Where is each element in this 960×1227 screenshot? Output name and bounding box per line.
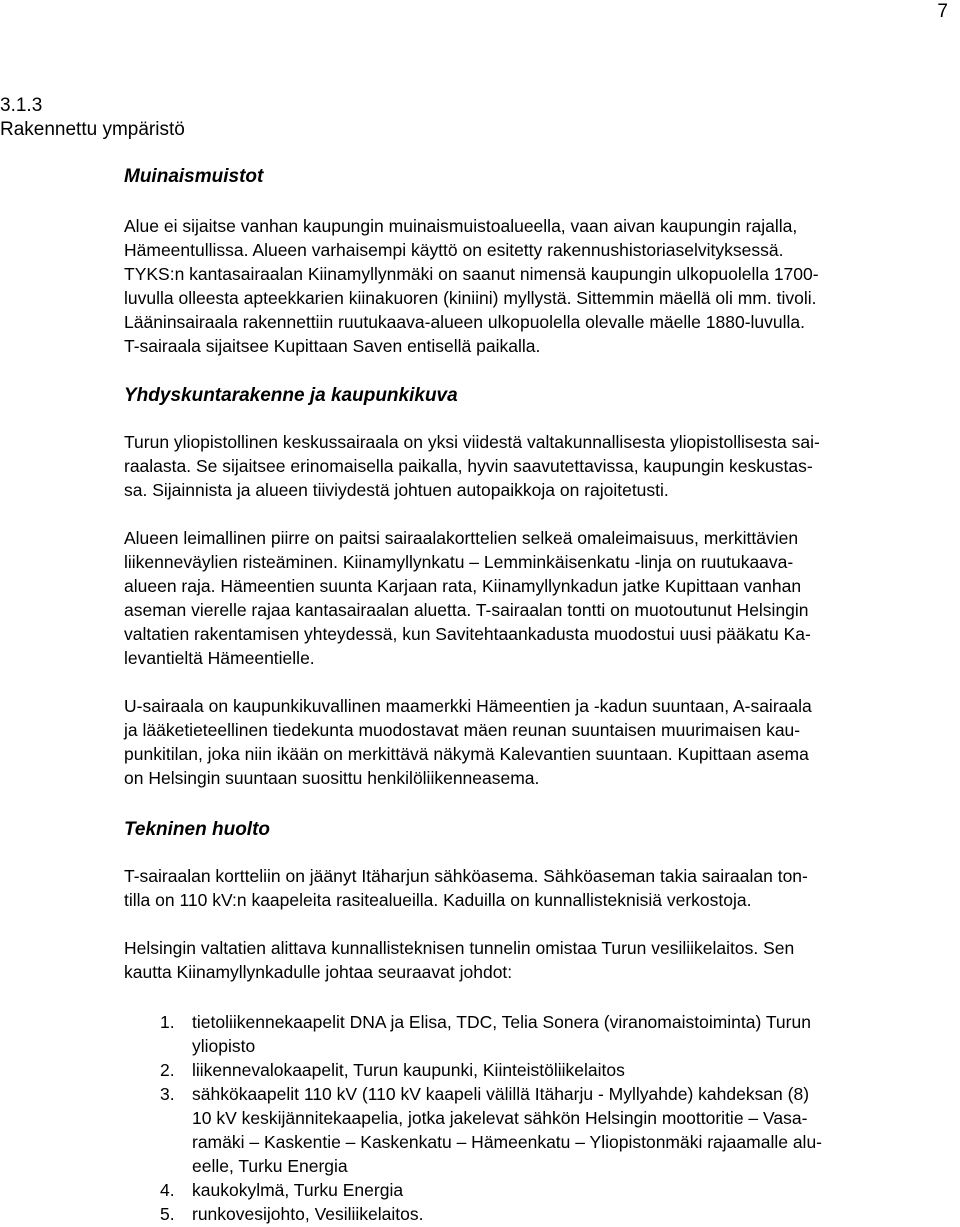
text-line: liikenneväylien risteäminen. Kiinamyllynkatu – Lemminkäisenkatu -linja on ruutukaava- [124, 552, 794, 572]
paragraph-sahkoasema [124, 864, 952, 912]
paragraph-leimallinen-piirre [124, 526, 952, 670]
text-line: Helsingin valtatien alittava kunnallisteknisen tunnelin omistaa Turun vesiliikelaitos. Sen [124, 938, 795, 958]
list-item-line: yliopisto [192, 1036, 256, 1056]
paragraph-muinaismuistot [124, 214, 952, 358]
text-line: T-sairaalan kortteliin on jäänyt Itäharjun sähköasema. Sähköaseman takia sairaalan ton- [124, 866, 808, 886]
list-item [124, 1010, 952, 1058]
text-line: levantieltä Hämeentielle. [124, 648, 315, 668]
list-item-line: 10 kV keskijännitekaapelia, jotka jakelevat sähkön Helsingin moottoritie – Vasa- [192, 1108, 808, 1128]
paragraph-maamerkki [124, 694, 952, 790]
text-line: Hämeentullissa. Alueen varhaisempi käyttö on esitetty rakennushistoriaselvityksessä. [124, 240, 784, 260]
text-line: tilla on 110 kV:n kaapeleita rasitealueilla. Kaduilla on kunnallisteknisiä verkostoja. [124, 890, 752, 910]
page-number: 7 [937, 1, 948, 22]
heading-yhdyskuntarakenne: Yhdyskuntarakenne ja kaupunkikuva [124, 385, 458, 406]
section-number: 3.1.3 [0, 95, 43, 116]
text-line: sa. Sijainnista ja alueen tiiviydestä johtuen autopaikkoja on rajoitetusti. [124, 480, 669, 500]
text-line: T-sairaala sijaitsee Kupittaan Saven entisellä paikalla. [124, 336, 541, 356]
text-line: kautta Kiinamyllynkadulle johtaa seuraavat johdot: [124, 962, 513, 982]
list-item-line: liikennevalokaapelit, Turun kaupunki, Kiinteistöliikelaitos [192, 1060, 625, 1080]
list-number: 2. [160, 1060, 175, 1080]
cable-list [124, 1010, 952, 1226]
text-line: raalasta. Se sijaitsee erinomaisella paikalla, hyvin saavutettavissa, kaupungin keskustas- [124, 456, 813, 476]
text-line: punkitilan, joka niin ikään on merkittävä näkymä Kalevantien suuntaan. Kupittaan asema [124, 744, 809, 764]
paragraph-tyks-intro [124, 430, 952, 502]
text-line: U-sairaala on kaupunkikuvallinen maamerkki Hämeentien ja -kadun suuntaan, A-sairaala [124, 696, 812, 716]
text-line: Alueen leimallinen piirre on paitsi sairaalakorttelien selkeä omaleimaisuus, merkittävien [124, 528, 799, 548]
list-number: 3. [160, 1084, 175, 1104]
list-item [124, 1082, 952, 1178]
list-item-line: ramäki – Kaskentie – Kaskenkatu – Hämeenkatu – Yliopistonmäki rajaamalle alu- [192, 1132, 823, 1152]
text-line: Alue ei sijaitse vanhan kaupungin muinaismuistoalueella, vaan aivan kaupungin rajalla, [124, 216, 798, 236]
list-item-line: sähkökaapelit 110 kV (110 kV kaapeli välillä Itäharju - Myllyahde) kahdeksan (8) [192, 1084, 810, 1104]
list-item-line: runkovesijohto, Vesiliikelaitos. [192, 1204, 424, 1224]
text-line: on Helsingin suuntaan suosittu henkilöliikenneasema. [124, 768, 540, 788]
heading-tekninen-huolto: Tekninen huolto [124, 819, 271, 840]
text-line: luvulla olleesta apteekkarien kiinakuoren (kiniini) myllystä. Sittemmin mäellä oli mm. tivoli. [124, 288, 817, 308]
list-item-line: eelle, Turku Energia [192, 1156, 348, 1176]
text-line: ja lääketieteellinen tiedekunta muodostavat mäen reunan suuntaisen muurimaisen kau- [124, 720, 801, 740]
list-number: 5. [160, 1204, 175, 1224]
list-item-line: kaukokylmä, Turku Energia [192, 1180, 404, 1200]
text-line: Turun yliopistollinen keskussairaala on yksi viidestä valtakunnallisesta yliopistollisesta sai- [124, 432, 820, 452]
list-number: 1. [160, 1012, 175, 1032]
heading-muinaismuistot: Muinaismuistot [124, 166, 264, 187]
text-line: aseman vierelle rajaa kantasairaalan aluetta. T-sairaalan tontti on muotoutunut Helsingin [124, 600, 809, 620]
list-item [124, 1178, 952, 1202]
text-line: Lääninsairaala rakennettiin ruutukaava-alueen ulkopuolella olevalle mäelle 1880-luvulla. [124, 312, 806, 332]
paragraph-tunneli [124, 936, 952, 984]
section-title: Rakennettu ympäristö [0, 119, 185, 140]
list-item [124, 1058, 952, 1082]
list-item [124, 1202, 952, 1226]
list-item-line: tietoliikennekaapelit DNA ja Elisa, TDC, Telia Sonera (viranomaistoiminta) Turun [192, 1012, 811, 1032]
text-line: TYKS:n kantasairaalan Kiinamyllynmäki on saanut nimensä kaupungin ulkopuolella 1700- [124, 264, 819, 284]
text-line: alueen raja. Hämeentien suunta Karjaan rata, Kiinamyllynkadun jatke Kupittaan vanhan [124, 576, 802, 596]
list-number: 4. [160, 1180, 175, 1200]
text-line: valtatien rakentamisen yhteydessä, kun Savitehtaankadusta muodostui uusi pääkatu Ka- [124, 624, 811, 644]
